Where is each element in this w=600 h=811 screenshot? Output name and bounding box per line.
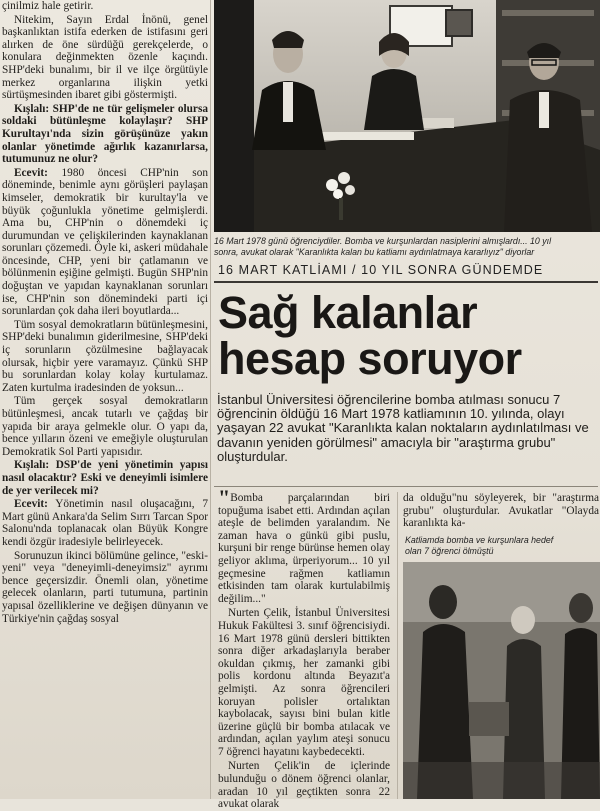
article-kicker: 16 MART KATLİAMI / 10 YIL SONRA GÜNDEMDE bbox=[218, 263, 544, 277]
speaker-label: Ecevit: bbox=[14, 166, 48, 179]
article-paragraph: Nurten Çelik, İstanbul Üniversitesi Hukuk Fakültesi 3. sınıf öğrencisiydi. 16 Mart 1978 günü dersleri bittikten sonra diğer arkadaşlarıyla beraber okuldan çıkmış, her zamanki gibi polis kordonu altında Beyazıt'a gelmişti. Az sonra öğrencileri koruyan polisler ortalıktan kaybolacak, sayısı bini bulan kitle üzerine güçlü bir bomba atılacak ve ardından, açılan yaylım ateşi sonucu 7 öğrenci hayatını kaybedecekti. bbox=[218, 607, 390, 758]
top-photo-caption bbox=[214, 236, 598, 258]
speaker-label: Kışlalı: bbox=[14, 459, 50, 472]
bottom-photo bbox=[403, 562, 600, 799]
interview-answer bbox=[2, 167, 208, 318]
column-divider bbox=[210, 0, 211, 799]
article-paragraph: da olduğu"nu söyleyerek, bir "araştırma grubu" oluşturdular. Avukatlar "Olayda karanlıkta ka- bbox=[403, 492, 599, 530]
interview-paragraph: Sorunuzun ikinci bölümüne gelince, "eski-yeni" veya "deneyimli-deneyimsiz" ayrımı bence geçersizdir. Önemli olan, yönetime gelecek olanların, parti tutumuna, partinin yapısal özelliklerine ve değişen dünyanın ve Türkiye'nin çağdaş sosyal bbox=[2, 549, 208, 625]
bottom-photo-caption bbox=[405, 535, 597, 557]
interview-paragraph: Tüm gerçek sosyal demokratların bütünleşmesi, ancak tutarlı ve çağdaş bir yapıda bir araya gelmekle olur. O yapı da, bence yılların özeni ve emeğiyle oluşturulan Demokratik Sol Parti yapısıdır. bbox=[2, 395, 208, 458]
deck-rule bbox=[214, 486, 598, 487]
column-divider bbox=[397, 492, 398, 799]
question-text: DSP'de yeni yönetimin yapısı nasıl olacaktır? Eski ve deneyimli isimlere de yer verilecek mi? bbox=[2, 459, 208, 497]
interview-paragraph: çinilmiz hale getirir. bbox=[2, 0, 94, 12]
caption-line: 16 Mart 1978 günü öğrenciydiler. Bomba ve kurşunlardan nasiplerini almışlardı... 10 yıl bbox=[214, 236, 552, 246]
answer-text: Yönetimin nasıl oluşacağını, 7 Mart günü Ankara'da Selim Sırrı Tarcan Spor Salonu'nda toplanacak olan Büyük Kongre kendi özgür iradesiyle belirleyecek. bbox=[2, 498, 208, 548]
article-paragraph: Nurten Çelik'in de içlerinde bulunduğu o dönem öğrenci olanlar, aradan 10 yıl geçtikten sonra 22 avukat olarak bbox=[218, 760, 390, 811]
speaker-label: Ecevit: bbox=[14, 498, 48, 511]
top-photo bbox=[214, 0, 600, 232]
article-right-column bbox=[403, 492, 599, 530]
lead-text: Bomba parçalarından biri topuğuma isabet etti. Ardından açılan ateşle de belimden yaralandım. Ne zaman hava o günkü gibi puslu, kurşuni bir renge bürünse hemen olay geliyor aklıma, ürperiyorum... 10 yıl geçmesine rağmen katliamın etkisinden tam olarak kurtulabilmiş değilim..." bbox=[218, 492, 390, 605]
interview-column bbox=[2, 0, 208, 799]
article-headline bbox=[218, 287, 598, 384]
headline-line: Sağ kalanlar bbox=[218, 287, 478, 338]
interview-question bbox=[2, 459, 208, 497]
interview-question bbox=[2, 103, 208, 166]
kicker-rule bbox=[214, 281, 598, 283]
article-deck: İstanbul Üniversitesi öğrencilerine bomba atılması sonucu 7 öğrencinin öldüğü 16 Mart 1978 katliamının 10. yılında, olayı yaşayan 22 avukat "Karanlıkta kalan noktaların aydınlatılması ve davanın yeniden görülmesi" amacıyla bir "araştırma grubu" oluşturdular. bbox=[217, 392, 589, 464]
interview-paragraph: Tüm sosyal demokratların bütünleşmesini, SHP'deki bunalımın giderilmesine, SHP'deki iç sorunların çözülmesine bağlayacak olursak, hiçbir yere varamayız. Çünkü SHP bu sorunlardan kolay kolay kurtulamaz. Zaten kurtulma iradesinden de yoksun... bbox=[2, 318, 208, 394]
answer-text: 1980 öncesi CHP'nin son döneminde, benimle aynı görüşleri paylaşan kimseler, demokratik bir kurultay'la ve büyük çoğunlukla yönetime gelmişlerdi. Ama bu, CHP'nin o dönemdeki iç durumundan ve çelişkilerinden kaynaklanan sorunları çözemedi. Öyle ki, askeri müdahale öncesinde, CHP, yeni bir çatlamanın ve bölünmenin eşiğine gelmişti. Bugün SHP'nin doğuştan ve yapıdan kaynaklanan sorunları ise, CHP'nin son dönemindeki parti içi sorunlardan çok daha ileri boyutlarda... bbox=[2, 166, 208, 318]
caption-line: sonra, avukat olarak "Karanlıkta kalan bu katliamı aydınlatmaya kararlıyız" diyorlar bbox=[214, 247, 535, 257]
article-body-column bbox=[218, 485, 390, 811]
question-text: SHP'de ne tür gelişmeler olursa soldaki bütünleşme kolaylaşır? SHP Kurultayı'nda sizin görüşünüze yakın olanlar yönetimde ağırlık kazanırlarsa, tutumunuz ne olur? bbox=[2, 102, 208, 166]
students-photo bbox=[403, 562, 600, 799]
interview-paragraph: Nitekim, Sayın Erdal İnönü, genel başkanlıktan istifa ederken de istifasını geri alırken de öne sürdüğü gerekçelerde, o konulara değinmekten özenle kaçındı. SHP'deki bunalımı, bir il ve ilçe örgütüyle merkez organlarına ilişkin yetki sürtüşmesinden ibaret gibi göstermişti. bbox=[2, 13, 208, 102]
article-paragraph bbox=[218, 485, 390, 605]
lawyers-office-photo bbox=[214, 0, 600, 232]
caption-line: Katliamda bomba ve kurşunlara hedef bbox=[405, 535, 554, 545]
interview-answer bbox=[2, 498, 208, 548]
caption-line: olan 7 öğrenci ölmüştü bbox=[405, 546, 494, 556]
headline-line: hesap soruyor bbox=[218, 333, 522, 384]
opening-quote-mark: " bbox=[218, 485, 231, 510]
speaker-label: Kışlalı: bbox=[14, 102, 50, 115]
